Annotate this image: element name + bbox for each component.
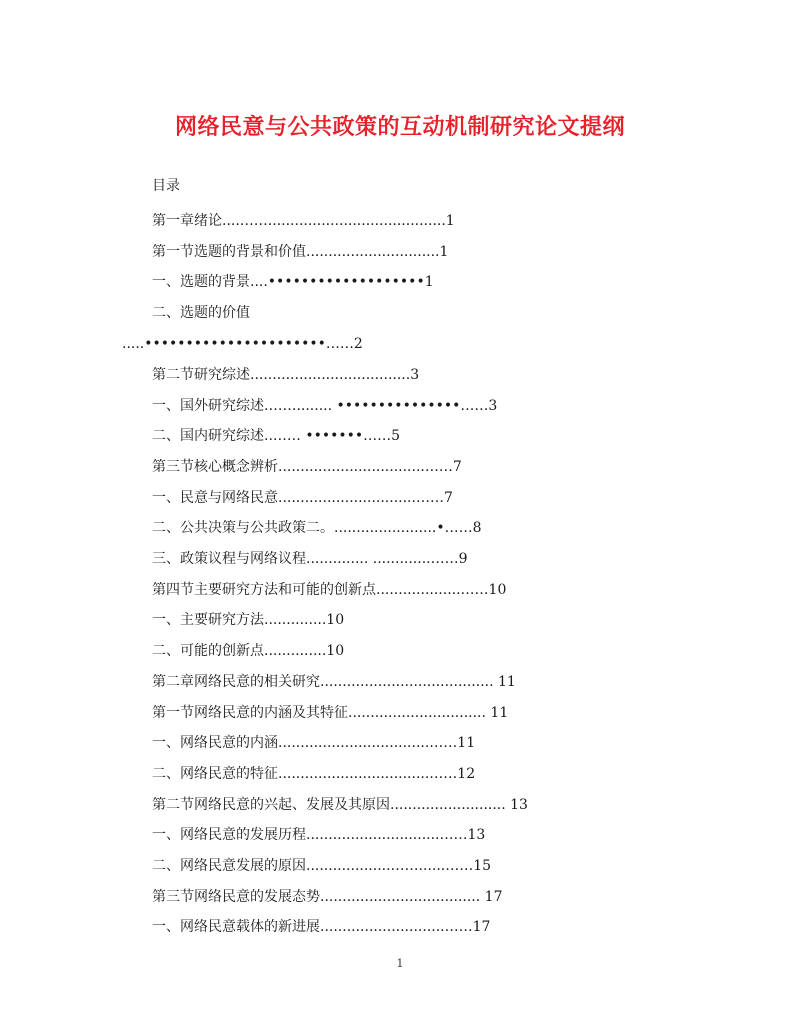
toc-entry: 一、民意与网络民意...............................……7 xyxy=(152,490,453,506)
toc-entry: 第四节主要研究方法和可能的创新点...................……10 xyxy=(152,582,507,598)
toc-entry: 第三节网络民意的发展态势.................................... 17 xyxy=(152,889,503,905)
toc-entry: 二、公共决策与公共政策二。.......................•……8 xyxy=(152,520,482,536)
document-title: 网络民意与公共政策的互动机制研究论文提纲 xyxy=(174,114,625,140)
toc-entry: 二、选题的价值 xyxy=(152,305,250,321)
toc-entry: 第一节网络民意的内涵及其特征............................... 11 xyxy=(152,705,509,721)
toc-entry: 一、网络民意的内涵..................................……11 xyxy=(152,735,476,751)
toc-entry: 第一节选题的背景和价值..............................1 xyxy=(152,244,449,260)
toc-entry: 三、政策议程与网络议程.............. .............……9 xyxy=(152,551,468,567)
toc-entry: 一、选题的背景....•••••••••••••••••••1 xyxy=(152,274,434,290)
toc-entry: 第三节核心概念辨析.................................……7 xyxy=(152,459,462,475)
toc-entry: 第二章网络民意的相关研究....................................... 11 xyxy=(152,674,516,690)
toc-entry: 一、网络民意的发展历程..............................……13 xyxy=(152,827,486,843)
toc-entry: 一、主要研究方法..............10 xyxy=(152,612,345,628)
toc-entry: 二、网络民意的特征..................................……12 xyxy=(152,766,476,782)
toc-entry: 一、国外研究综述.……........ •••••••••••••••……3 xyxy=(152,398,498,414)
page-number: 1 xyxy=(396,957,404,970)
toc-heading: 目录 xyxy=(152,178,180,194)
toc-entry: 二、国内研究综述..…… •••••••……5 xyxy=(152,428,401,444)
toc-entry: 二、网络民意发展的原因...................……......……15 xyxy=(152,858,492,874)
toc-entry: 第一章绪论....……........................................1 xyxy=(152,213,455,229)
toc-entry: 一、网络民意载体的新进展............................……17 xyxy=(152,919,491,935)
toc-entry: 第二节网络民意的兴起、发展及其原因.......................... 13 xyxy=(152,797,528,813)
toc-entry: 第二节研究综述....................................3 xyxy=(152,367,420,383)
toc-entry: 二、可能的创新点..............10 xyxy=(152,643,345,659)
toc-entry-continuation: .....••••••••••••••••••••••……2 xyxy=(122,336,363,352)
